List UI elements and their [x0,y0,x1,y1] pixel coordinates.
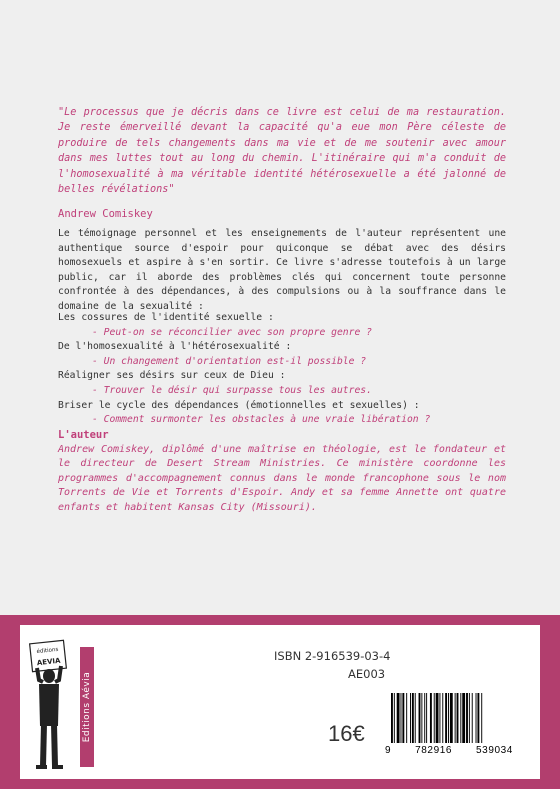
barcode-bar [481,693,482,743]
barcode-digit-group: 782916 [415,745,453,756]
barcode-bar [412,693,414,743]
barcode-bars [385,691,513,745]
topic-title: De l'homosexualité à l'hétérosexualité : [58,341,292,353]
barcode-bar [419,693,421,743]
barcode-bar [462,693,465,743]
barcode-bar [442,693,443,743]
topics-list [58,311,518,428]
barcode-bar [430,693,432,743]
topic-item [58,399,518,428]
logo-sign-top: éditions [36,646,59,656]
about-author [58,428,506,516]
publisher-name-vertical [80,647,94,767]
book-description: Le témoignage personnel et les enseignements de l'auteur représentent une authentique source d'espoir pour quiconque se débat avec des désirs homosexuels et aspire à s'en sortir. Ce livre s'adresse toutefois à un large public, car il aborde des problèmes clés qui concernent toute personne confrontée à des dépendances, à des compulsions ou à la souffrance dans le domaine de la sexualité : [58,228,506,312]
topic-question: - Trouver le désir qui surpasse tous les autres. [92,384,372,396]
price: 16€ [328,721,365,746]
barcode-bar [391,693,393,743]
product-code: AE003 [348,667,386,681]
barcode-bar [477,693,479,743]
barcode-bar [424,693,425,743]
barcode-bar [434,693,435,743]
barcode-bar [450,693,453,743]
endorsement-quote: "Le processus que je décris dans ce livre est celui de ma restauration. Je reste émerveillé devant la capacité qu'a eue mon Père céleste de produire de tels changements dans ma vie et de me soutenir avec amour dans mes luttes tout au long du chemin. L'itinéraire qui m'a conduit de l'homosexualité à ma véritable identité hétérosexuelle a été jalonné de belles révélations" [58,107,506,196]
barcode-bar [394,693,395,743]
barcode [385,691,513,761]
barcode-bar [472,693,473,743]
isbn: ISBN 2-916539-03-4 [274,649,391,663]
barcode-bar [410,693,411,743]
barcode-bar [439,693,440,743]
barcode-bar [426,693,427,743]
barcode-digits [385,745,513,756]
topic-question: - Un changement d'orientation est-il possible ? [92,355,367,367]
topic-title: Briser le cycle des dépendances (émotionnelles et sexuelles) : [58,399,420,411]
about-author-text: Andrew Comiskey, diplômé d'une maîtrise en théologie, est le fondateur et le directeur de Desert Stream Ministries. Ce ministère coordonne les programmes d'accompagnement connus dans le monde francophone sous le nom Torrents de Vie et Torrents d'Espoir. Andy et sa femme Annette ont quatre enfants et habitent Kansas City (Missouri). [58,443,506,513]
barcode-bar [457,693,459,743]
publisher-logo [27,634,71,774]
barcode-bar [397,693,400,743]
topic-item [58,340,518,369]
topic-item [58,369,518,398]
barcode-bar [469,693,470,743]
barcode-bar [460,693,461,743]
publisher-name: Editions Aévia [82,671,92,743]
barcode-digit-group: 539034 [476,745,513,756]
topic-item [58,311,518,340]
barcode-bar [455,693,456,743]
barcode-bar [421,693,422,743]
barcode-bar [448,693,449,743]
barcode-bar [415,693,416,743]
barcode-bar [476,693,477,743]
topic-question: - Comment surmonter les obstacles à une vraie libération ? [92,414,431,426]
barcode-bar [445,693,447,743]
barcode-bar [401,693,402,743]
topic-question: - Peut-on se réconcilier avec son propre genre ? [92,326,372,338]
barcode-bar [436,693,439,743]
barcode-bar [466,693,468,743]
about-author-heading: L'auteur [58,429,109,441]
footer-band [0,615,560,789]
man-holding-sign-icon [27,634,71,774]
barcode-bar [406,693,407,743]
barcode-bar [402,693,404,743]
topic-title: Réaligner ses désirs sur ceux de Dieu : [58,370,286,382]
barcode-digit-group: 9 [385,745,392,756]
topic-title: Les cossures de l'identité sexuelle : [58,312,274,323]
quote-author: Andrew Comiskey [58,208,153,220]
logo-sign-bottom: AEVIA [36,656,61,668]
